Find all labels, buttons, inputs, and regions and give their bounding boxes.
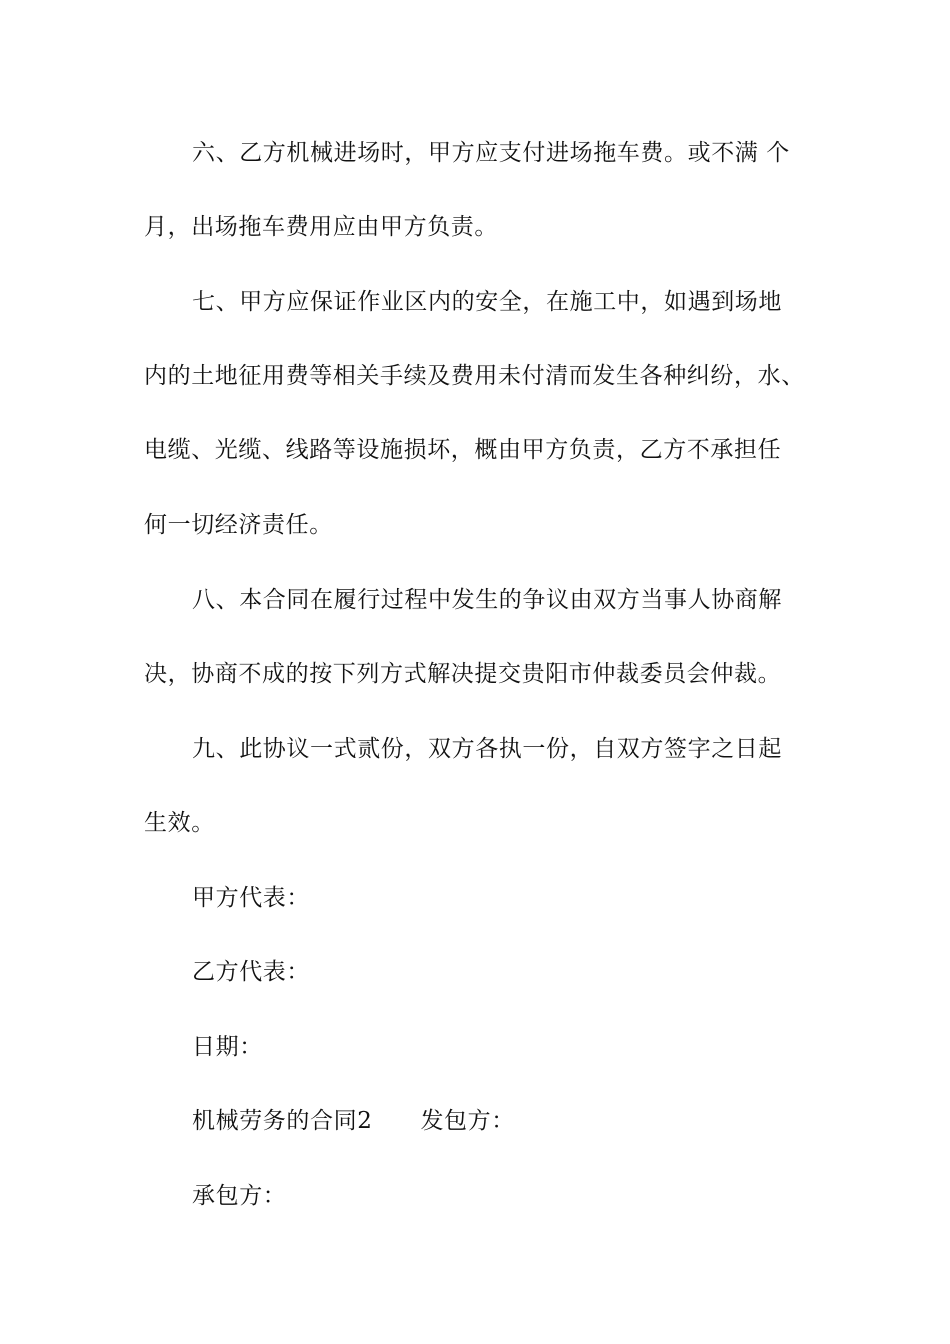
clause-6-line-1: 六、乙方机械进场时，甲方应支付进场拖车费。或不满 个 xyxy=(192,140,790,166)
contract-title: 机械劳务的合同2 xyxy=(192,1108,373,1134)
date-label: 日期： xyxy=(192,1034,263,1060)
clause-7-line-3: 电缆、光缆、线路等设施损坏，概由甲方负责，乙方不承担任 xyxy=(144,437,782,463)
clause-8-line-2: 决，协商不成的按下列方式解决提交贵阳市仲裁委员会仲裁。 xyxy=(144,661,782,687)
contractor-label: 承包方： xyxy=(192,1183,287,1209)
second-contract-heading-line xyxy=(192,1106,515,1136)
clause-7-line-2: 内的土地征用费等相关手续及费用未付清而发生各种纠纷，水、 xyxy=(144,363,805,389)
clause-9-line-2: 生效。 xyxy=(144,810,215,836)
clause-9-line-1: 九、此协议一式贰份，双方各执一份，自双方签字之日起 xyxy=(192,736,782,762)
party-a-representative-label: 甲方代表： xyxy=(192,885,310,911)
clause-6-line-2: 月，出场拖车费用应由甲方负责。 xyxy=(144,214,498,240)
employer-label: 发包方： xyxy=(420,1108,515,1134)
clause-7-line-1: 七、甲方应保证作业区内的安全，在施工中，如遇到场地 xyxy=(192,289,782,315)
clause-7-line-4: 何一切经济责任。 xyxy=(144,512,333,538)
party-b-representative-label: 乙方代表： xyxy=(192,959,310,985)
clause-8-line-1: 八、本合同在履行过程中发生的争议由双方当事人协商解 xyxy=(192,587,782,613)
